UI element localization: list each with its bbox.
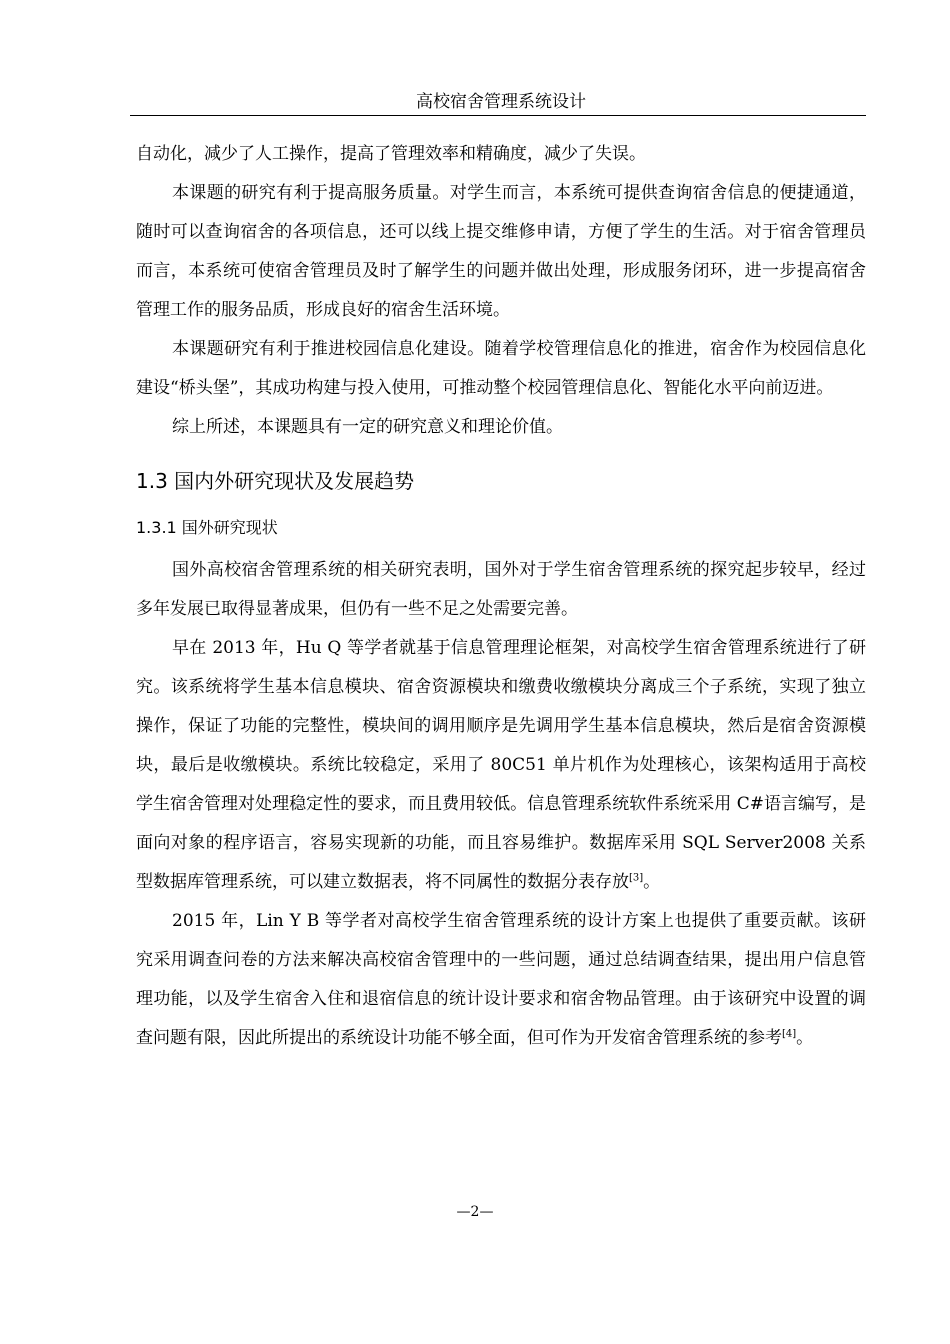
paragraph-text: 2015 年，Lin Y B 等学者对高校学生宿舍管理系统的设计方案上也提供了重要贡献。该研究采用调查问卷的方法来解决高校宿舍管理中的一些问题，通过总结调查结果，提出用户信息管理功能，以及学生宿舍入住和退宿信息的统计设计要求和宿舍物品管理。由于该研究中设置的调查问题有限，因此所提出的系统设计功能不够全面，但可作为开发宿舍管理系统的参考 (136, 911, 866, 1048)
citation-ref: [3] (629, 872, 644, 884)
paragraph (136, 551, 866, 629)
paragraph (136, 902, 866, 1058)
section-heading: 1.3 国内外研究现状及发展趋势 (136, 469, 415, 493)
paragraph-text: 国外高校宿舍管理系统的相关研究表明，国外对于学生宿舍管理系统的探究起步较早，经过多年发展已取得显著成果，但仍有一些不足之处需要完善。 (136, 560, 866, 619)
citation-ref: [4] (782, 1028, 797, 1040)
paragraph-text: 早在 2013 年，Hu Q 等学者就基于信息管理理论框架，对高校学生宿舍管理系统进行了研究。该系统将学生基本信息模块、宿舍资源模块和缴费收缴模块分离成三个子系统，实现了独立操作，保证了功能的完整性，模块间的调用顺序是先调用学生基本信息模块，然后是宿舍资源模块，最后是收缴模块。系统比较稳定，采用了 80C51 单片机作为处理核心，该架构适用于高校学生宿舍管理对处理稳定性的要求，而且费用较低。信息管理系统软件系统采用 C#语言编写，是面向对象的程序语言，容易实现新的功能，而且容易维护。数据库采用 SQL Server2008 关系型数据库管理系统，可以建立数据表，将不同属性的数据分表存放 (136, 638, 866, 892)
subsection-heading: 1.3.1 国外研究现状 (136, 518, 278, 537)
paragraph-tail: 。 (796, 1028, 814, 1048)
header-rule (130, 115, 866, 116)
paragraph: 本课题的研究有利于提高服务质量。对学生而言，本系统可提供查询宿舍信息的便捷通道，随时可以查询宿舍的各项信息，还可以线上提交维修申请，方便了学生的生活。对于宿舍管理员而言，本系统可使宿舍管理员及时了解学生的问题并做出处理，形成服务闭环，进一步提高宿舍管理工作的服务品质，形成良好的宿舍生活环境。 (136, 183, 866, 320)
paragraph-tail: 。 (643, 872, 661, 892)
paragraph: 本课题研究有利于推进校园信息化建设。随着学校管理信息化的推进，宿舍作为校园信息化建设“桥头堡”，其成功构建与投入使用，可推动整个校园管理信息化、智能化水平向前迈进。 (136, 339, 866, 398)
paragraph (136, 629, 866, 902)
running-header: 高校宿舍管理系统设计 (416, 92, 586, 112)
paragraph: 综上所述，本课题具有一定的研究意义和理论价值。 (172, 417, 563, 437)
page-body (136, 135, 866, 1058)
page-number: —2— (456, 1204, 494, 1220)
paragraph: 自动化，减少了人工操作，提高了管理效率和精确度，减少了失误。 (136, 144, 646, 164)
